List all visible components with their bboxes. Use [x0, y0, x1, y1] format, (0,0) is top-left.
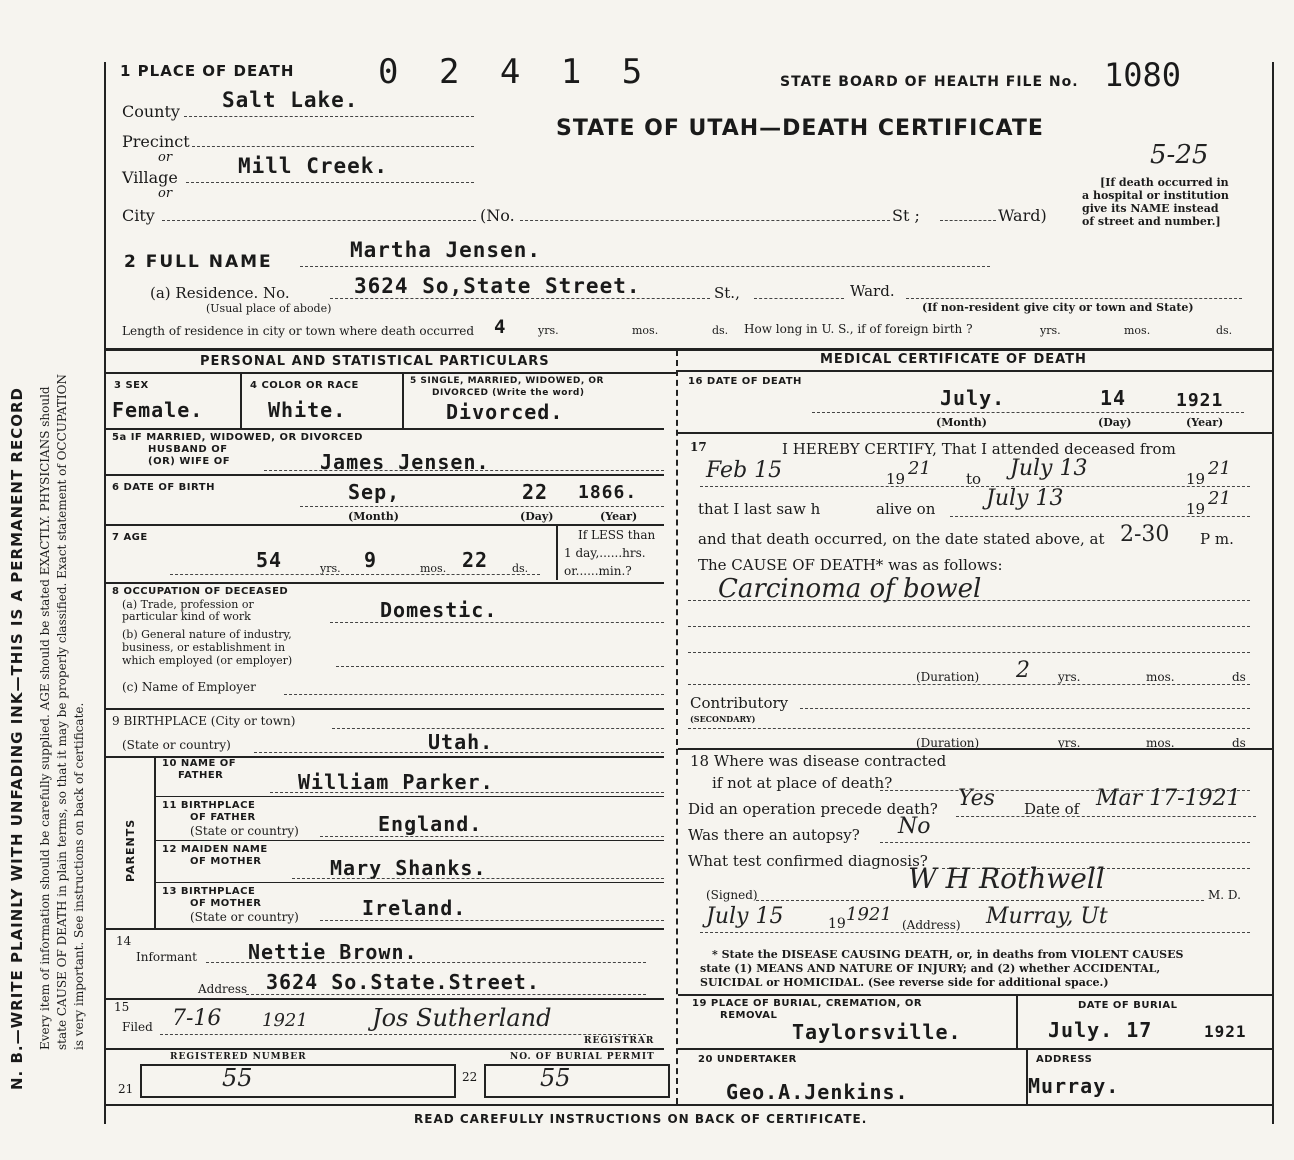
operation-line [956, 816, 1256, 817]
duration-line [688, 684, 1250, 685]
death-month-note: (Month) [936, 416, 987, 429]
marital-label-2: DIVORCED (Write the word) [432, 388, 585, 398]
mother-birthplace-value: Ireland. [362, 896, 467, 920]
mother-birthplace-line [320, 920, 664, 921]
city-no-label: (No. [480, 206, 515, 225]
father-birthplace-label-3: (State or country) [190, 824, 299, 838]
residence-ward-line [906, 298, 1242, 299]
age-mos: mos. [420, 562, 447, 575]
residence-ward-label: Ward. [850, 282, 895, 300]
spouse-value: James Jensen. [320, 450, 490, 474]
color-label: 4 COLOR OR RACE [250, 380, 359, 391]
permit-number: 55 [540, 1064, 571, 1092]
duration-label: (Duration) [916, 670, 980, 684]
row-rule-2 [104, 474, 664, 476]
mother-rule [154, 882, 664, 883]
undertaker-address: Murray. [1028, 1074, 1120, 1098]
dob-year: 1866. [578, 482, 638, 503]
informant-address-label: Address [198, 982, 248, 996]
duration-ds-2: ds [1232, 736, 1246, 750]
last-saw-date: July 13 [986, 486, 1064, 511]
serial-number: 0 2 4 1 5 [378, 52, 653, 92]
full-name-label: 2 FULL NAME [124, 252, 273, 272]
contributory-line-2 [688, 728, 1250, 729]
medical-rule-3 [678, 994, 1272, 996]
mother-label-1: 12 MAIDEN NAME [162, 844, 268, 855]
row-rule-5 [104, 708, 664, 710]
parents-divider [154, 758, 156, 928]
permanent-record-note: N. B.—WRITE PLAINLY WITH UNFADING INK—THIS IS A PERMANENT RECORD [8, 387, 26, 1090]
autopsy-value: No [898, 814, 931, 839]
village-value: Mill Creek. [238, 154, 389, 178]
father-label-2: FATHER [178, 770, 224, 781]
us-yrs: yrs. [1040, 324, 1061, 337]
duration-label-2: (Duration) [916, 736, 980, 750]
signed-19: 19 [828, 916, 846, 932]
last-saw-year: 21 [1208, 488, 1231, 509]
alive-on-label: alive on [876, 500, 936, 518]
age-label: 7 AGE [112, 532, 148, 543]
less-label-1: If LESS than [578, 528, 656, 542]
registered-number-box [140, 1064, 456, 1098]
color-value: White. [268, 398, 347, 422]
occupation-label-2: (a) Trade, profession or [122, 598, 254, 611]
father-rule [154, 796, 664, 797]
death-year-note: (Year) [1186, 416, 1224, 429]
hospital-note-2: a hospital or institution [1082, 189, 1229, 202]
signed-date-line [700, 932, 1250, 933]
birthplace-label: 9 BIRTHPLACE (City or town) [112, 714, 296, 728]
row-rule-9 [104, 1048, 664, 1050]
margin-note: 5-25 [1150, 140, 1209, 170]
residence-st-label: St., [714, 284, 740, 302]
duration-yrs: yrs. [1058, 670, 1081, 684]
county-value: Salt Lake. [222, 88, 359, 112]
sex-value: Female. [112, 398, 204, 422]
registered-index: 21 [118, 1082, 134, 1096]
father-label-1: 10 NAME OF [162, 758, 237, 769]
row-rule-3 [104, 524, 664, 526]
us-mos: mos. [1124, 324, 1151, 337]
length-yrs: yrs. [538, 324, 559, 337]
village-line [186, 182, 474, 183]
burial-divider [1016, 996, 1018, 1050]
us-ds: ds. [1216, 324, 1233, 337]
mother-line [292, 878, 664, 879]
burial-label-2: REMOVAL [720, 1010, 778, 1021]
burial-label-1: 19 PLACE OF BURIAL, CREMATION, OR [692, 998, 923, 1009]
occupation-value: Domestic. [380, 598, 498, 622]
attended-line [700, 486, 1250, 487]
attended-to-label: to [966, 470, 982, 488]
personal-heading: PERSONAL AND STATISTICAL PARTICULARS [200, 354, 550, 369]
full-name-line [300, 266, 990, 267]
medical-rule-2 [678, 748, 1272, 750]
row-rule-1 [104, 428, 664, 430]
duration-ds: ds [1232, 670, 1246, 684]
occupation-label-1: 8 OCCUPATION OF DECEASED [112, 586, 289, 597]
right-border [1272, 62, 1274, 1124]
age-line [170, 574, 540, 575]
sex-divider [240, 374, 242, 428]
filed-number: 15 [114, 1000, 130, 1014]
medical-rule-4 [678, 1048, 1272, 1050]
permit-number-box [484, 1064, 670, 1098]
dob-day: 22 [522, 480, 549, 504]
contributory-line-1 [800, 708, 1250, 709]
death-date-line [812, 412, 1244, 413]
informant-label: Informant [136, 950, 197, 964]
county-label: County [122, 102, 180, 121]
cause-value: Carcinoma of bowel [718, 574, 982, 604]
informant-value: Nettie Brown. [248, 940, 418, 964]
father-value: William Parker. [298, 770, 494, 794]
registered-number-label: REGISTERED NUMBER [170, 1052, 307, 1062]
birthplace-state-label: (State or country) [122, 738, 231, 752]
employer-label: (c) Name of Employer [122, 680, 256, 694]
medical-heading: MEDICAL CERTIFICATE OF DEATH [820, 352, 1087, 367]
last-saw-19: 19 [1186, 500, 1206, 518]
duration-mos: mos. [1146, 670, 1175, 684]
death-time-suffix: P m. [1200, 530, 1234, 548]
age-ds: ds. [512, 562, 529, 575]
age-divider [556, 526, 558, 580]
registered-number: 55 [222, 1064, 253, 1092]
length-ds: ds. [712, 324, 729, 337]
physician-address: Murray, Ut [986, 904, 1108, 929]
dob-month-note: (Month) [348, 510, 399, 523]
precinct-line [192, 146, 474, 147]
employer-line [284, 694, 664, 695]
spouse-label-3: (OR) WIFE OF [148, 456, 231, 467]
instruction-note-2: state CAUSE OF DEATH in plain terms, so that it may be properly classified. Exact statement of OCCUPATION [55, 374, 69, 1050]
death-occurred-text: and that death occurred, on the date stated above, at [698, 530, 1105, 548]
contributory-label: Contributory [690, 694, 789, 712]
age-yrs: yrs. [320, 562, 341, 575]
or-1: or [158, 150, 173, 165]
dob-label: 6 DATE OF BIRTH [112, 482, 215, 493]
parents-label: PARENTS [124, 818, 137, 882]
father-birthplace-value: England. [378, 812, 483, 836]
operation-date-label: Date of [1024, 800, 1080, 818]
operation-date: Mar 17-1921 [1096, 786, 1241, 811]
mother-birthplace-label-2: OF MOTHER [190, 898, 262, 909]
file-number: 1080 [1104, 56, 1182, 94]
physician-address-label: (Address) [902, 918, 961, 932]
certificate-title: STATE OF UTAH—DEATH CERTIFICATE [556, 116, 1044, 141]
attended-to-19: 19 [1186, 470, 1206, 488]
operation-value: Yes [958, 786, 995, 811]
length-residence-years: 4 [494, 316, 507, 338]
birthplace-value: Utah. [428, 730, 494, 754]
attended-from: Feb 15 [706, 458, 783, 483]
filed-label: Filed [122, 1020, 153, 1034]
permit-index: 22 [462, 1070, 478, 1084]
city-label: City [122, 206, 155, 225]
attended-from-19: 19 [886, 470, 906, 488]
mother-birthplace-label-1: 13 BIRTHPLACE [162, 886, 256, 897]
informant-address-value: 3624 So.State.Street. [266, 970, 540, 994]
birthplace-line-2 [254, 752, 664, 753]
heading-rule-left [104, 372, 676, 374]
bottom-border [104, 1104, 1272, 1106]
or-2: or [158, 186, 173, 201]
mother-value: Mary Shanks. [330, 856, 487, 880]
filed-line [160, 1034, 646, 1035]
signed-label: (Signed) [706, 888, 758, 902]
autopsy-label: Was there an autopsy? [688, 826, 860, 844]
signed-date: July 15 [706, 904, 784, 929]
md-label: M. D. [1208, 888, 1241, 902]
test-label: What test confirmed diagnosis? [688, 852, 928, 870]
abode-note: (Usual place of abode) [206, 302, 332, 315]
spouse-line [264, 470, 664, 471]
footnote-1: * State the DISEASE CAUSING DEATH, or, in deaths from VIOLENT CAUSES [712, 948, 1184, 961]
sex-label: 3 SEX [114, 380, 149, 391]
undertaker-value: Geo.A.Jenkins. [726, 1080, 909, 1104]
occupation-b-2: business, or establishment in [122, 641, 286, 654]
city-line [162, 220, 476, 221]
signed-line [756, 900, 1204, 901]
column-divider [676, 350, 678, 1104]
residence-line [330, 298, 710, 299]
dob-day-note: (Day) [520, 510, 554, 523]
residence-label: (a) Residence. No. [150, 284, 290, 302]
burial-place: Taylorsville. [792, 1020, 962, 1044]
physician-signature: W H Rothwell [908, 862, 1105, 895]
city-ward-label: Ward) [998, 206, 1047, 225]
file-number-label: STATE BOARD OF HEALTH FILE No. [780, 74, 1079, 90]
birthplace-line-1 [332, 728, 664, 729]
mother-birthplace-label-3: (State or country) [190, 910, 299, 924]
nonresident-note: (If non-resident give city or town and State) [922, 301, 1194, 314]
less-label-3: or......min.? [564, 564, 632, 578]
cause-label: The CAUSE OF DEATH* was as follows: [698, 556, 1003, 574]
footnote-3: SUICIDAL or HOMICIDAL. (See reverse side for additional space.) [700, 976, 1109, 989]
informant-address-line [246, 994, 646, 995]
spouse-label-1: 5a IF MARRIED, WIDOWED, OR DIVORCED [112, 432, 363, 443]
medical-rule-1 [678, 432, 1272, 434]
residence-st-line [754, 298, 844, 299]
informant-number: 14 [116, 934, 132, 948]
burial-date-label: DATE OF BURIAL [1078, 1000, 1178, 1011]
length-residence-label: Length of residence in city or town where death occurred [122, 324, 475, 338]
hospital-note-1: [If death occurred in [1100, 176, 1229, 189]
cause-line-3 [688, 652, 1250, 653]
residence-value: 3624 So,State Street. [354, 274, 641, 298]
place-of-death-label: 1 PLACE OF DEATH [120, 62, 295, 80]
full-name-value: Martha Jensen. [350, 238, 542, 262]
row-rule-8 [104, 998, 664, 1000]
footer-instructions: READ CAREFULLY INSTRUCTIONS ON BACK OF CERTIFICATE. [414, 1112, 868, 1126]
spouse-label-2: HUSBAND OF [148, 444, 228, 455]
registrar-label: REGISTRAR [584, 1036, 655, 1046]
mother-label-2: OF MOTHER [190, 856, 262, 867]
village-label: Village [122, 168, 178, 187]
age-days: 22 [462, 548, 489, 572]
color-divider [402, 374, 404, 428]
death-day-note: (Day) [1098, 416, 1132, 429]
heading-rule-right [678, 370, 1272, 372]
father-line [270, 792, 664, 793]
age-years: 54 [256, 548, 283, 572]
occupation-b-line [336, 666, 664, 667]
undertaker-label: 20 UNDERTAKER [698, 1054, 797, 1065]
county-line [184, 116, 474, 117]
death-month: July. [940, 386, 1006, 410]
precinct-label: Precinct [122, 132, 190, 151]
attended-to: July 13 [1010, 456, 1088, 481]
death-date-label: 16 DATE OF DEATH [688, 376, 802, 387]
death-time: 2-30 [1120, 522, 1170, 547]
operation-label: Did an operation precede death? [688, 800, 938, 818]
occupation-line [330, 622, 664, 623]
occupation-label-3: particular kind of work [122, 610, 251, 623]
left-border [104, 62, 106, 1124]
certify-number: 17 [690, 440, 707, 454]
dob-month: Sep, [348, 480, 401, 504]
secondary-label: (SECONDARY) [690, 714, 756, 724]
permit-number-label: NO. OF BURIAL PERMIT [510, 1052, 655, 1062]
death-day: 14 [1100, 386, 1127, 410]
death-year: 1921 [1176, 390, 1224, 411]
age-months: 9 [364, 548, 378, 572]
father-birthplace-label-2: OF FATHER [190, 812, 256, 823]
father-birthplace-line [320, 836, 664, 837]
occupation-b-3: which employed (or employer) [122, 654, 293, 667]
occupation-b-1: (b) General nature of industry, [122, 628, 292, 641]
burial-year: 1921 [1204, 1022, 1247, 1041]
less-label-2: 1 day,......hrs. [564, 546, 646, 560]
attended-to-year: 21 [1208, 458, 1231, 479]
filed-year: 1921 [262, 1010, 308, 1031]
city-no-line [520, 220, 890, 221]
us-residence-label: How long in U. S., if of foreign birth ? [744, 322, 973, 336]
hospital-note-4: of street and number.] [1082, 215, 1221, 228]
attended-from-year: 21 [908, 458, 931, 479]
dob-line [300, 506, 664, 507]
father-birthplace-rule [154, 840, 664, 841]
instruction-note-1: Every item of information should be carefully supplied. AGE should be stated EXACTLY. PHYSICIANS should [38, 386, 52, 1050]
city-ward-line [940, 220, 996, 221]
registrar-signature: Jos Sutherland [372, 1004, 552, 1032]
row-rule-7 [104, 928, 664, 930]
duration-mos-2: mos. [1146, 736, 1175, 750]
last-saw-label: that I last saw h [698, 500, 821, 518]
cause-line-1 [688, 600, 1250, 601]
where-contracted-label-2: if not at place of death? [712, 774, 893, 792]
hospital-note-3: give its NAME instead [1082, 202, 1219, 215]
duration-value: 2 [1016, 658, 1030, 683]
informant-line [206, 962, 646, 963]
signed-year: 1921 [846, 904, 892, 925]
undertaker-address-label: ADDRESS [1036, 1054, 1093, 1065]
duration-yrs-2: yrs. [1058, 736, 1081, 750]
father-birthplace-label-1: 11 BIRTHPLACE [162, 800, 256, 811]
last-saw-line [950, 516, 1250, 517]
dob-year-note: (Year) [600, 510, 638, 523]
row-rule-4 [104, 582, 664, 584]
instruction-note-3: is very important. See instructions on back of certificate. [72, 702, 86, 1050]
footnote-2: state (1) MEANS AND NATURE OF INJURY; and (2) whether ACCIDENTAL, [700, 962, 1161, 975]
burial-date: July. 17 [1048, 1018, 1153, 1042]
section-top-rule [104, 348, 1272, 351]
marital-value: Divorced. [446, 400, 564, 424]
city-st-label: St ; [892, 206, 920, 225]
length-mos: mos. [632, 324, 659, 337]
autopsy-line [880, 842, 1250, 843]
marital-label-1: 5 SINGLE, MARRIED, WIDOWED, OR [410, 376, 604, 386]
where-contracted-label-1: 18 Where was disease contracted [690, 752, 947, 770]
filed-date: 7-16 [172, 1006, 222, 1031]
certify-text: I HEREBY CERTIFY, That I attended deceased from [782, 440, 1176, 458]
cause-line-2 [688, 626, 1250, 627]
